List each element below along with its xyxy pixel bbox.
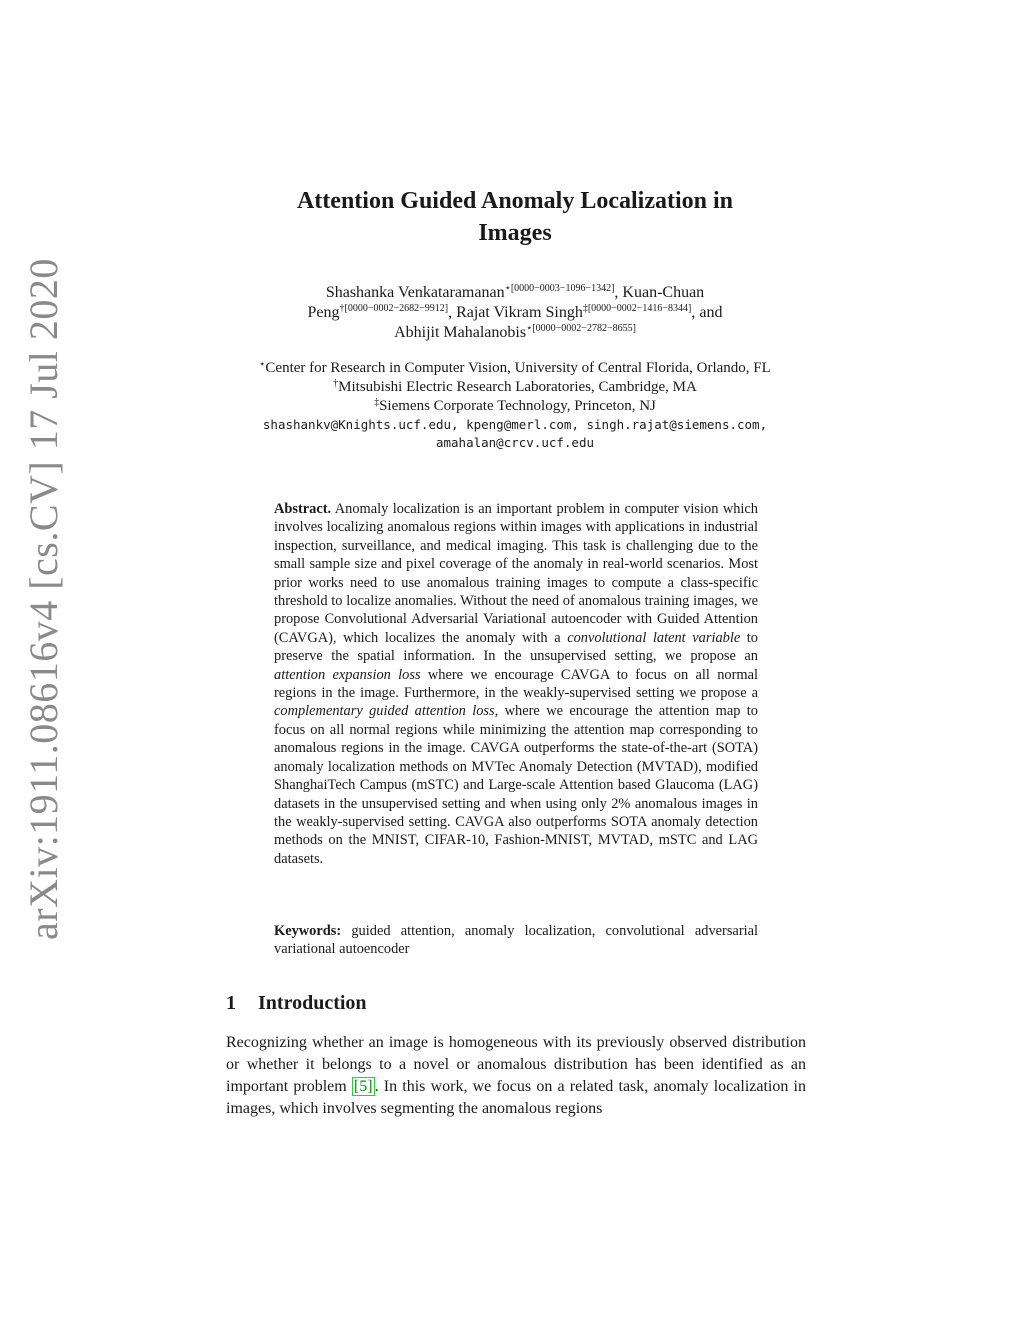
affiliation-mark: ‡ [374, 397, 380, 408]
abstract-label: Abstract. [274, 501, 332, 517]
author-name: Shashanka Venkataramanan [325, 284, 505, 301]
author-separator: , Kuan-Chuan [614, 284, 705, 301]
affiliation-merl: Mitsubishi Electric Research Laboratories, Cambridge, MA [338, 379, 697, 395]
affiliations [220, 359, 810, 452]
title-line-2: Images [478, 220, 552, 246]
author-list [226, 283, 804, 343]
affiliation-mark: ‡ [582, 303, 588, 314]
email-list-line-1[interactable]: shashankv@Knights.ucf.edu, kpeng@merl.com, singh.rajat@siemens.com, [262, 417, 768, 432]
section-title: Introduction [258, 992, 367, 1014]
orcid-id[interactable]: [0000−0002−2782−8655] [532, 323, 636, 334]
affiliation-siemens: Siemens Corporate Technology, Princeton, NJ [379, 398, 656, 414]
abstract-emphasis: attention expansion loss [274, 666, 421, 683]
affiliation-mark: † [333, 378, 339, 389]
abstract-text: , where we encourage the attention map to focus on all normal regions while minimizing the attention map corresponding to anomalous regions in the image. CAVGA outperforms the state-of-the-art (SOTA) anomaly localization methods on MVTec Anomaly Detection (MVTAD), modified ShanghaiTech Campus (mSTC) and Large-scale Attention based Glaucoma (LAG) datasets in the unsupervised setting and when using only 2% anomalous images in the weakly-supervised setting. CAVGA also outperforms SOTA anomaly detection methods on the MNIST, CIFAR-10, Fashion-MNIST, MVTAD, mSTC and LAG datasets. [274, 703, 758, 867]
introduction-paragraph [226, 1032, 806, 1120]
paper-title [230, 185, 800, 249]
affiliation-mark: ⋆ [504, 283, 511, 294]
email-list-line-2[interactable]: amahalan@crcv.ucf.edu [435, 435, 595, 450]
abstract-emphasis: complementary guided attention loss [274, 703, 495, 720]
author-name: Peng [307, 304, 340, 321]
affiliation-mark: ⋆ [526, 323, 533, 334]
title-line-1: Attention Guided Anomaly Localization in [296, 188, 734, 214]
abstract-emphasis: convolutional latent variable [567, 629, 741, 646]
keywords [274, 922, 758, 959]
affiliation-mark: ⋆ [259, 359, 266, 370]
arxiv-identifier-stamp[interactable]: arXiv:1911.08616v4 [cs.CV] 17 Jul 2020 [21, 258, 66, 940]
author-name: Abhijit Mahalanobis [394, 324, 527, 341]
abstract [274, 500, 758, 868]
orcid-id[interactable]: [0000−0002−2682−9912] [344, 303, 449, 314]
author-separator: , Rajat Vikram Singh [448, 304, 583, 321]
abstract-text: Anomaly localization is an important problem in computer vision which involves localizing anomalous regions within images with applications in industrial inspection, surveillance, and medical imaging. This task is challenging due to the small sample size and pixel coverage of the anomaly in real-world scenarios. Most prior works need to use anomalous training images to compute a class-specific threshold to localize anomalies. Without the need of anomalous training images, we propose Convolutional Adversarial Variational autoencoder with Guided Attention (CAVGA), which localizes the anomaly with a [274, 501, 758, 646]
section-heading [226, 990, 726, 1016]
section-number: 1 [226, 992, 236, 1014]
citation-link[interactable]: [5] [353, 1078, 373, 1095]
body-text: . In this work, we focus on a related task, anomaly localization in images, which involves segmenting the anomalous regions [226, 1078, 806, 1117]
keywords-label: Keywords: [274, 923, 342, 939]
abstract-text: to preserve the spatial information. In the unsupervised setting, we propose an [274, 629, 758, 665]
author-separator: , and [691, 304, 723, 321]
affiliation-ucf: Center for Research in Computer Vision, University of Central Florida, Orlando, FL [265, 360, 771, 376]
orcid-id[interactable]: [0000−0003−1096−1342] [510, 283, 615, 294]
body-text: Recognizing whether an image is homogeneous with its previously observed distribution or whether it belongs to a novel or anomalous distribution has been identified as an important problem [226, 1034, 806, 1095]
affiliation-mark: † [339, 303, 345, 314]
orcid-id[interactable]: [0000−0002−1416−8344] [587, 303, 692, 314]
abstract-text: where we encourage CAVGA to focus on all normal regions in the image. Furthermore, in the weakly-supervised setting we propose a [274, 666, 758, 702]
keywords-text: guided attention, anomaly localization, convolutional adversarial variational autoencoder [274, 923, 758, 958]
